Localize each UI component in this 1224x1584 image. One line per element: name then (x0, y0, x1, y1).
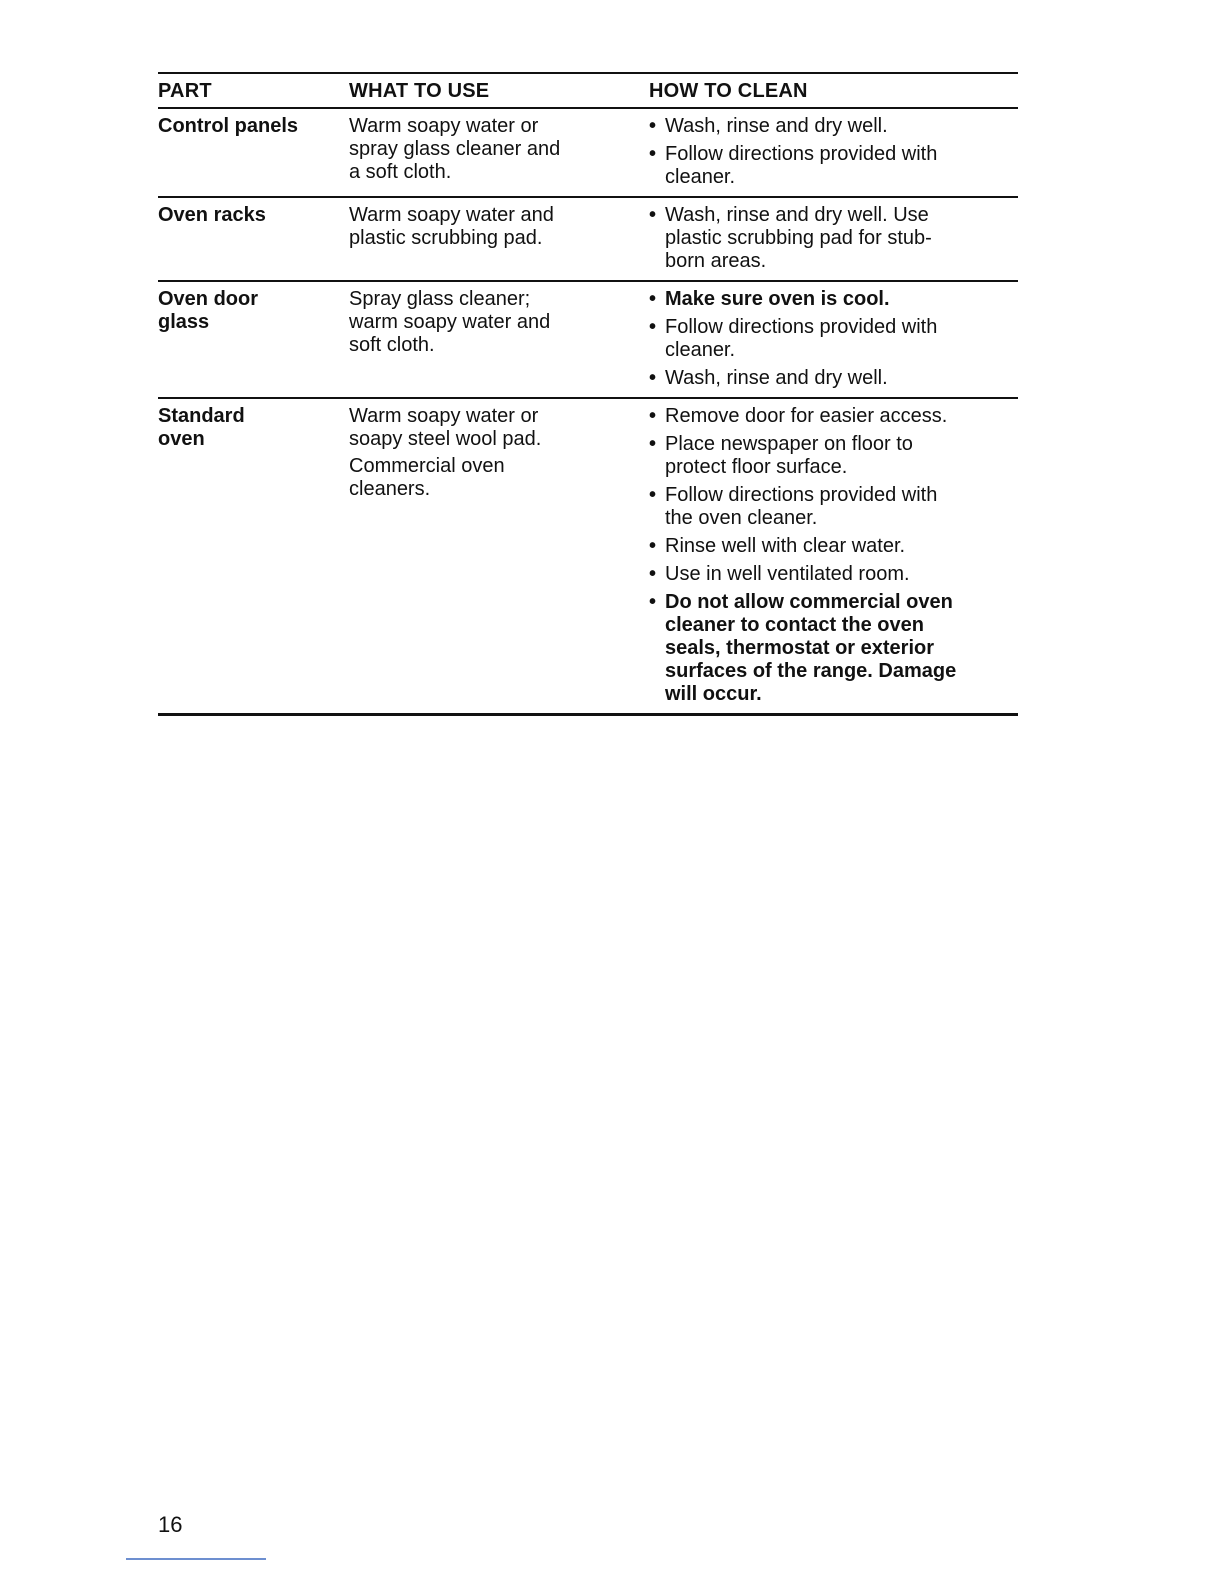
list-item-text: Rinse well with clear water. (665, 535, 906, 557)
list-item-text: Use in well ventilated room. (665, 563, 910, 585)
table-header-row (158, 74, 1018, 107)
bullet-icon: • (649, 204, 657, 226)
list-item (649, 115, 1018, 138)
list-item-text: Remove door for easier access. (665, 405, 948, 427)
list-item (649, 591, 1018, 706)
part-cell: Standard oven (158, 405, 245, 450)
what-to-use-text: Warm soapy water or spray glass cleaner and a soft cloth. (349, 115, 561, 183)
what-to-use-text: Warm soapy water and plastic scrubbing pad. (349, 204, 554, 249)
bullet-icon: • (649, 288, 657, 310)
bullet-icon: • (649, 115, 657, 137)
bullet-icon: • (649, 316, 657, 338)
list-item-text: Do not allow commercial oven cleaner to contact the oven seals, thermostat or exterior surfaces of the range. Damage will occur. (665, 591, 957, 705)
table-row (158, 399, 1018, 713)
bullet-icon: • (649, 484, 657, 506)
how-to-clean-cell (649, 405, 1018, 706)
bullet-icon: • (649, 143, 657, 165)
what-to-use-text: Commercial oven cleaners. (349, 455, 505, 500)
list-item (649, 563, 1018, 586)
table-row (158, 198, 1018, 280)
list-item (649, 405, 1018, 428)
list-item (649, 316, 1018, 362)
what-to-use-cell (349, 288, 649, 390)
bottom-link-line (126, 1558, 266, 1560)
bullet-icon: • (649, 591, 657, 613)
header-part: PART (158, 80, 212, 102)
table-row (158, 282, 1018, 397)
bullet-icon: • (649, 535, 657, 557)
list-item (649, 288, 1018, 311)
list-item-text: Make sure oven is cool. (665, 288, 890, 310)
how-to-clean-cell (649, 115, 1018, 189)
list-item-text: Wash, rinse and dry well. Use plastic scrubbing pad for stub- born areas. (665, 204, 932, 272)
list-item-text: Follow directions provided with cleaner. (665, 143, 938, 188)
list-item (649, 535, 1018, 558)
list-item (649, 204, 1018, 273)
bullet-icon: • (649, 367, 657, 389)
what-to-use-cell (349, 115, 649, 189)
list-item-text: Follow directions provided with cleaner. (665, 316, 938, 361)
what-to-use-cell (349, 405, 649, 706)
page-number: 16 (158, 1512, 183, 1537)
list-item-text: Wash, rinse and dry well. (665, 115, 888, 137)
what-to-use-text: Spray glass cleaner; warm soapy water and soft cloth. (349, 288, 551, 356)
row-divider (158, 713, 1018, 716)
list-item-text: Wash, rinse and dry well. (665, 367, 888, 389)
bullet-icon: • (649, 433, 657, 455)
list-item (649, 433, 1018, 479)
part-cell: Oven racks (158, 204, 266, 226)
how-to-clean-list (649, 204, 1018, 273)
bullet-icon: • (649, 563, 657, 585)
bullet-icon: • (649, 405, 657, 427)
part-cell: Oven door glass (158, 288, 259, 333)
list-item-text: Follow directions provided with the oven cleaner. (665, 484, 938, 529)
cleaning-table (158, 72, 1018, 716)
how-to-clean-cell (649, 288, 1018, 390)
part-cell: Control panels (158, 115, 299, 137)
header-what-to-use: WHAT TO USE (349, 80, 490, 102)
list-item (649, 484, 1018, 530)
how-to-clean-list (649, 405, 1018, 706)
list-item-text: Place newspaper on floor to protect floor surface. (665, 433, 913, 478)
header-how-to-clean: HOW TO CLEAN (649, 80, 808, 102)
what-to-use-text: Warm soapy water or soapy steel wool pad. (349, 405, 542, 450)
table-body (158, 109, 1018, 716)
what-to-use-cell (349, 204, 649, 273)
list-item (649, 367, 1018, 390)
how-to-clean-list (649, 115, 1018, 189)
list-item (649, 143, 1018, 189)
how-to-clean-cell (649, 204, 1018, 273)
table-row (158, 109, 1018, 196)
how-to-clean-list (649, 288, 1018, 390)
